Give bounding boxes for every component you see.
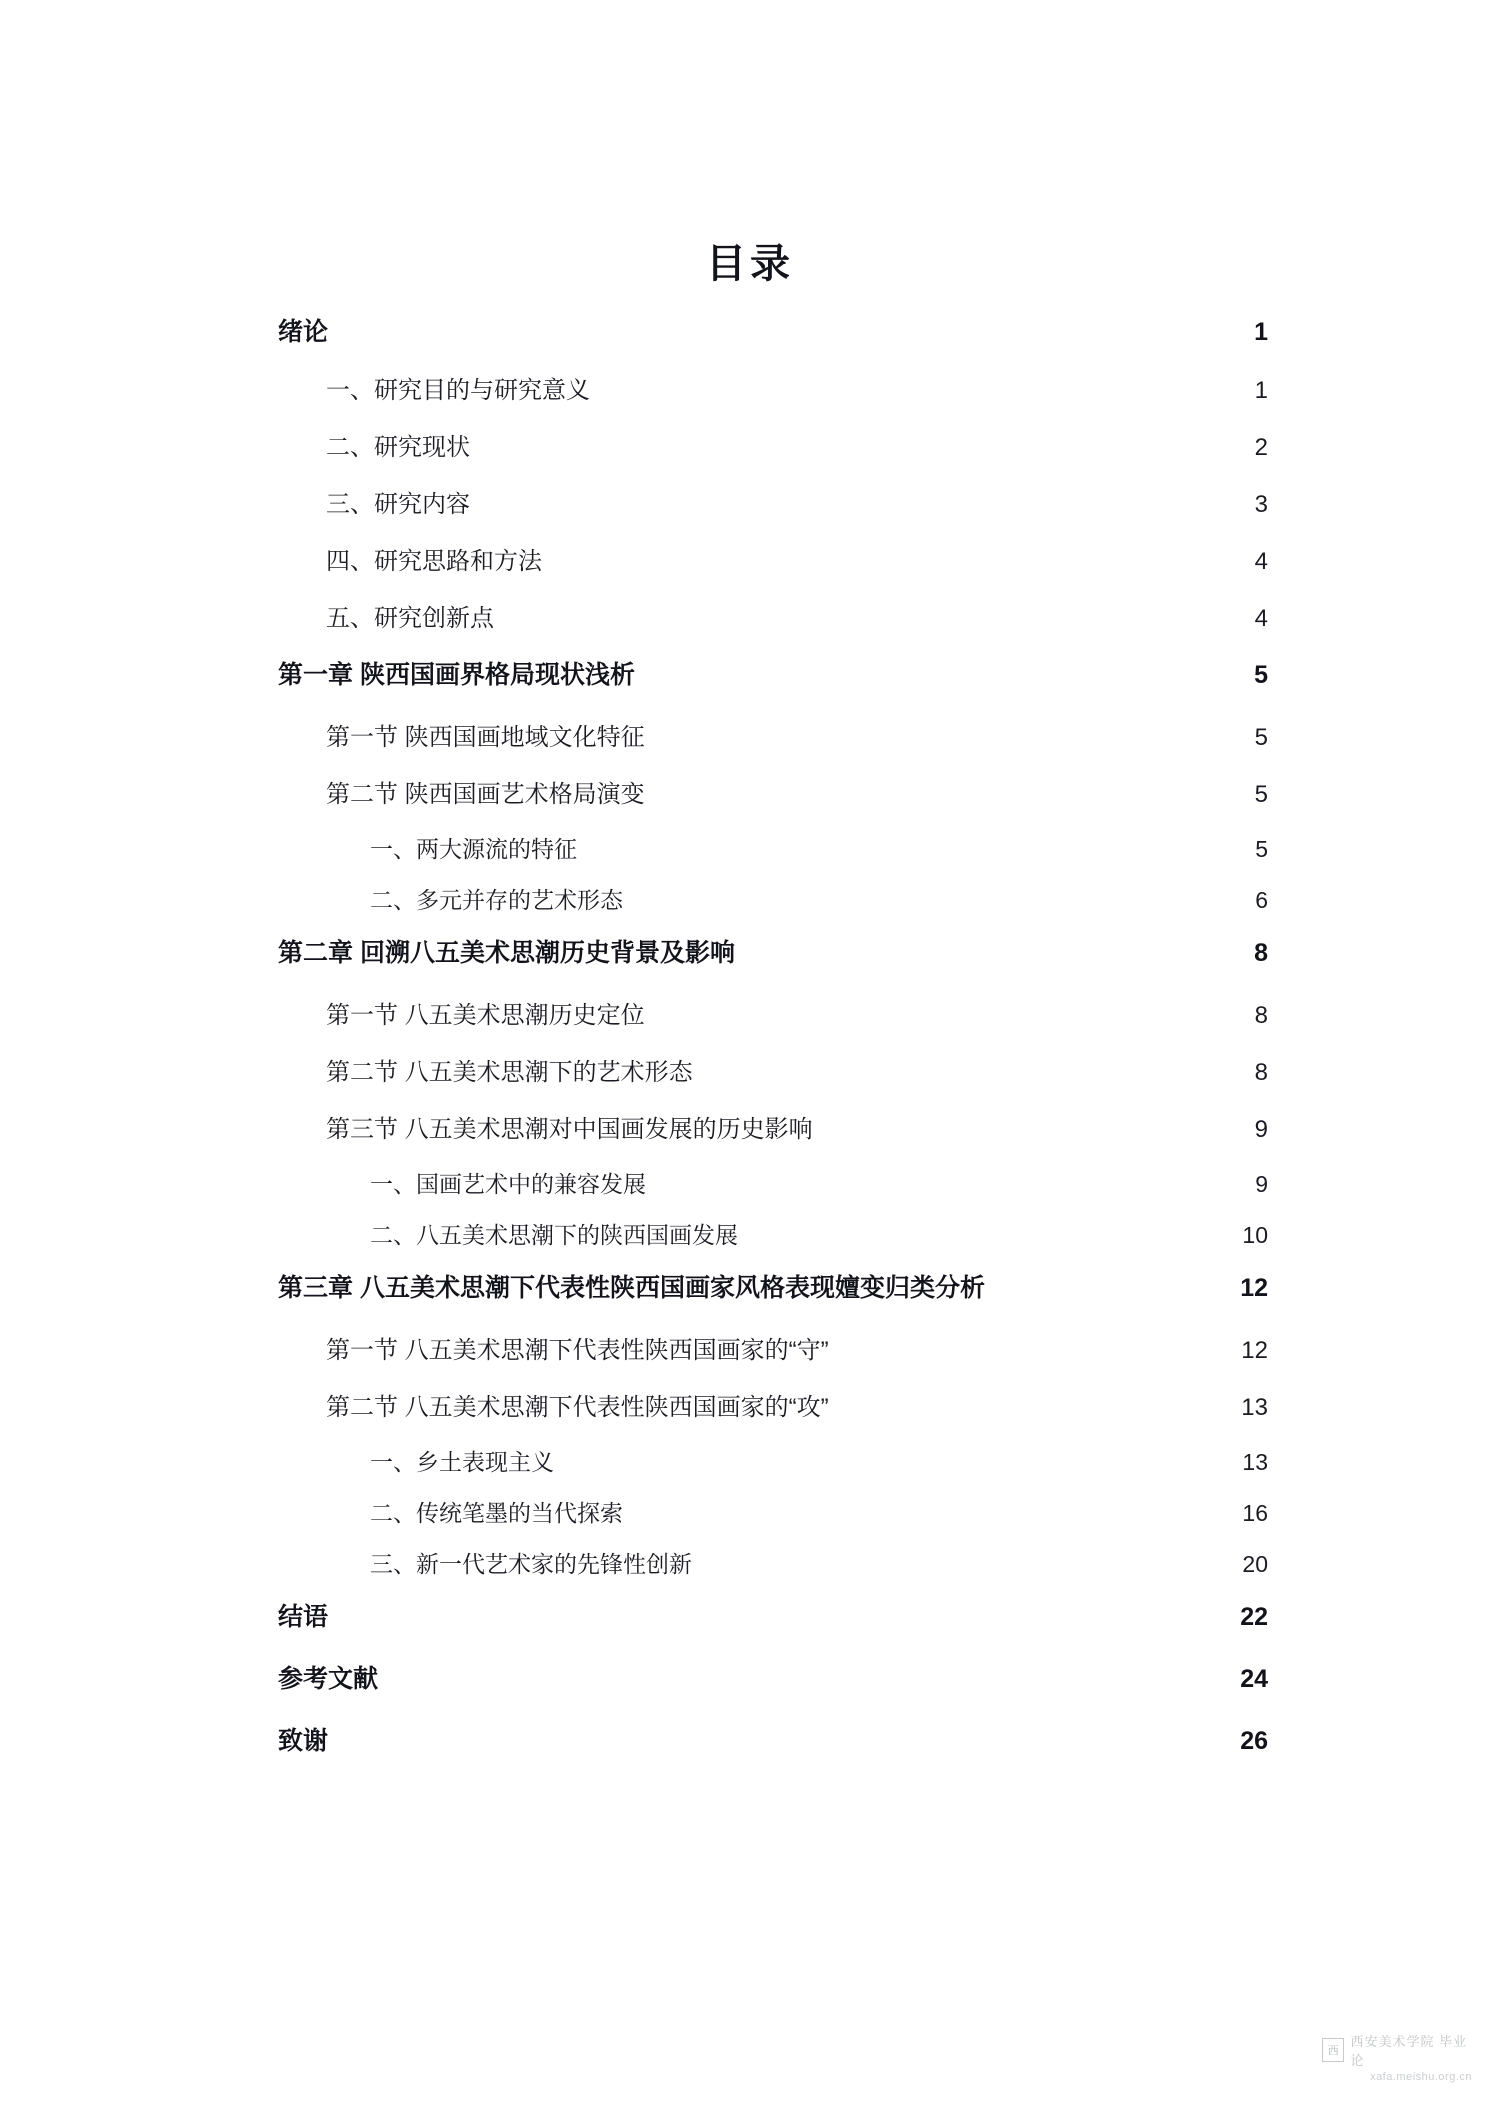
toc-entry-label: 四、研究思路和方法 [326,548,542,575]
page-title: 目录 [706,242,794,286]
toc-entry[interactable] [370,1217,1268,1250]
toc-entry[interactable] [326,717,1268,752]
table-of-contents [278,312,1268,1783]
toc-entry-page: 8 [1254,939,1268,967]
toc-entry[interactable] [326,370,1268,405]
toc-entry-page: 2 [1254,434,1268,461]
toc-entry[interactable] [326,1052,1268,1087]
toc-entry-page: 9 [1254,1116,1268,1143]
toc-entry-label: 一、研究目的与研究意义 [326,377,590,404]
toc-entry[interactable] [370,1495,1268,1528]
watermark [1322,2034,1472,2083]
toc-entry-page: 4 [1254,548,1268,575]
toc-entry-label: 第二章 回溯八五美术思潮历史背景及影响 [278,939,735,967]
toc-entry[interactable] [370,1444,1268,1477]
toc-entry[interactable] [278,933,1268,969]
toc-entry[interactable] [278,1659,1268,1695]
toc-entry-label: 绪论 [278,318,329,346]
toc-entry[interactable] [326,598,1268,633]
toc-entry-page: 20 [1242,1551,1268,1577]
toc-entry-page: 24 [1240,1665,1268,1693]
toc-entry-label: 五、研究创新点 [326,605,494,632]
toc-entry-page: 5 [1254,661,1268,689]
toc-entry[interactable] [370,882,1268,915]
toc-entry-page: 9 [1255,1171,1268,1197]
toc-entry[interactable] [326,774,1268,809]
toc-entry[interactable] [326,1387,1268,1422]
toc-entry-page: 1 [1254,377,1268,404]
toc-entry-page: 1 [1254,318,1268,346]
toc-entry[interactable] [278,312,1268,348]
toc-entry-label: 第一节 八五美术思潮历史定位 [326,1002,645,1029]
toc-entry-label: 三、新一代艺术家的先锋性创新 [370,1551,692,1577]
toc-entry[interactable] [278,655,1268,691]
toc-entry-label: 第二节 八五美术思潮下的艺术形态 [326,1059,693,1086]
toc-entry-page: 4 [1254,605,1268,632]
toc-entry-label: 致谢 [278,1727,329,1755]
toc-entry-label: 二、八五美术思潮下的陕西国画发展 [370,1222,738,1248]
toc-entry-page: 5 [1255,836,1268,862]
toc-entry-label: 第一节 八五美术思潮下代表性陕西国画家的“守” [326,1337,829,1364]
toc-entry-label: 一、乡土表现主义 [370,1449,554,1475]
toc-entry-label: 第一章 陕西国画界格局现状浅析 [278,661,635,689]
watermark-top [1322,2031,1472,2069]
toc-entry[interactable] [370,1166,1268,1199]
toc-entry-page: 12 [1240,1274,1268,1302]
toc-entry[interactable] [370,831,1268,864]
toc-entry-label: 第二节 八五美术思潮下代表性陕西国画家的“攻” [326,1394,829,1421]
toc-entry[interactable] [326,484,1268,519]
school-badge-icon: 西 [1322,2038,1344,2062]
toc-entry-label: 结语 [278,1603,329,1631]
toc-entry-label: 第二节 陕西国画艺术格局演变 [326,781,645,808]
watermark-url: xafa.meishu.org.cn [1370,2071,1472,2083]
toc-entry-page: 3 [1254,491,1268,518]
toc-entry-page: 5 [1254,781,1268,808]
toc-entry[interactable] [326,1109,1268,1144]
toc-entry-label: 二、多元并存的艺术形态 [370,887,623,913]
toc-entry-page: 8 [1254,1059,1268,1086]
toc-entry-page: 22 [1240,1603,1268,1631]
watermark-name: 西安美术学院 毕业论 [1350,2034,1468,2068]
toc-entry-label: 一、国画艺术中的兼容发展 [370,1171,646,1197]
toc-entry-label: 第三节 八五美术思潮对中国画发展的历史影响 [326,1116,813,1143]
toc-entry-label: 第一节 陕西国画地域文化特征 [326,724,645,751]
toc-entry-page: 26 [1240,1727,1268,1755]
toc-entry[interactable] [278,1268,1268,1304]
toc-entry-label: 一、两大源流的特征 [370,836,577,862]
toc-entry[interactable] [326,1330,1268,1365]
toc-entry-page: 6 [1255,887,1268,913]
toc-entry[interactable] [278,1721,1268,1757]
toc-entry-page: 5 [1254,724,1268,751]
toc-entry-label: 参考文献 [278,1665,379,1693]
toc-entry-page: 10 [1242,1222,1268,1248]
toc-entry[interactable] [326,995,1268,1030]
toc-entry[interactable] [326,541,1268,576]
toc-entry-page: 13 [1242,1449,1268,1475]
toc-entry-page: 8 [1254,1002,1268,1029]
toc-entry-label: 第三章 八五美术思潮下代表性陕西国画家风格表现嬗变归类分析 [278,1274,985,1302]
toc-entry-label: 二、传统笔墨的当代探索 [370,1500,623,1526]
toc-entry-label: 三、研究内容 [326,491,470,518]
toc-entry[interactable] [278,1597,1268,1633]
toc-entry-page: 13 [1241,1394,1268,1421]
toc-entry[interactable] [326,427,1268,462]
toc-entry-page: 12 [1241,1337,1268,1364]
toc-entry-page: 16 [1242,1500,1268,1526]
toc-entry[interactable] [370,1546,1268,1579]
toc-entry-label: 二、研究现状 [326,434,470,461]
